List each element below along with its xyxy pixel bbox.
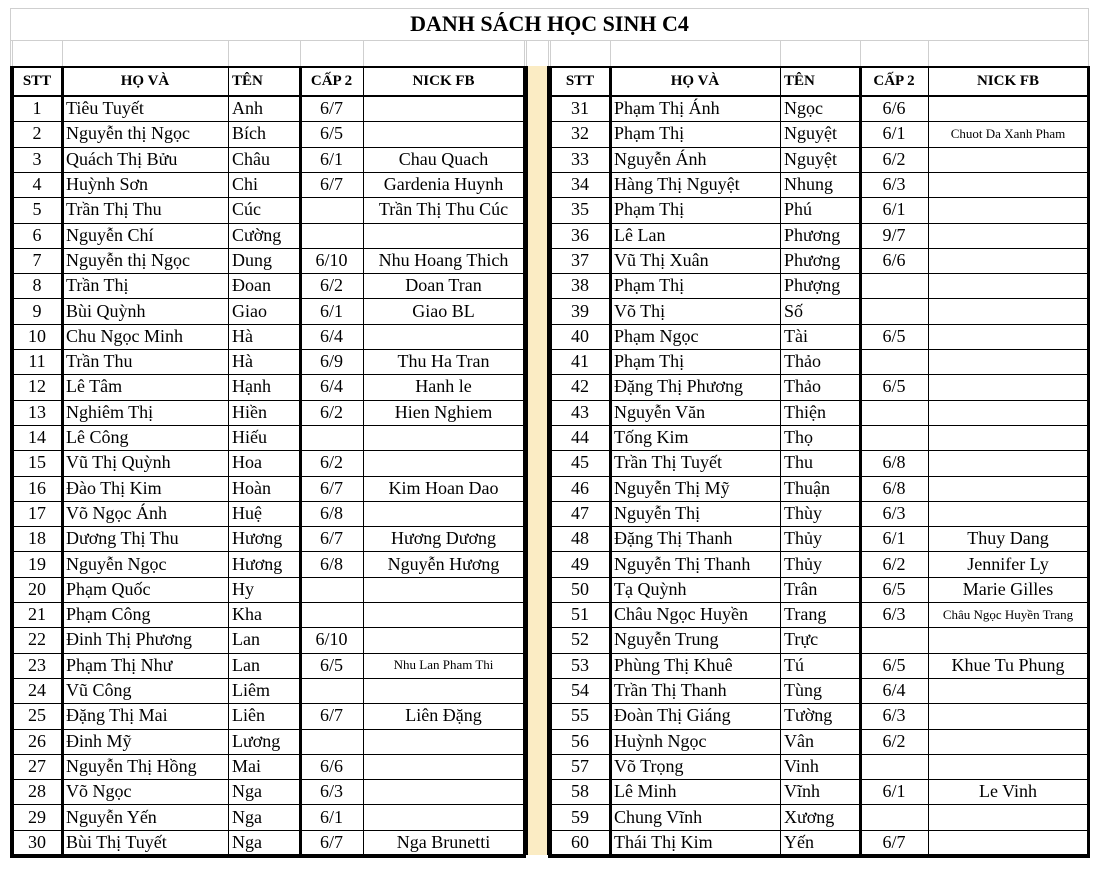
row-ten: Phú	[784, 199, 813, 220]
row-ho-va: Lê Minh	[614, 781, 677, 802]
row-ten: Trân	[784, 578, 818, 599]
row-ho-va: Võ Ngọc	[66, 781, 132, 802]
row-ten: Nguyệt	[784, 123, 837, 144]
row-stt: 26	[28, 730, 46, 751]
row-cap-2: 6/7	[319, 528, 343, 549]
separator-border	[525, 66, 528, 855]
row-ten: Châu	[232, 148, 270, 169]
row-nick-fb: Giao BL	[412, 300, 475, 321]
row-cap-2: 6/3	[882, 502, 906, 523]
row-ten: Xương	[784, 806, 835, 827]
row-stt: 31	[571, 98, 589, 119]
row-cap-2: 6/1	[319, 148, 343, 169]
row-ho-va: Đoàn Thị Giáng	[614, 705, 731, 726]
row-cap-2: 6/5	[882, 325, 906, 346]
row-ho-va: Đinh Mỹ	[66, 730, 132, 751]
row-nick-fb: Kim Hoan Dao	[388, 477, 499, 498]
row-nick-fb: Chuot Da Xanh Pham	[950, 125, 1066, 141]
row-ho-va: Nguyễn Ánh	[614, 148, 707, 169]
row-ho-va: Phạm Thị	[614, 351, 685, 372]
row-ho-va: Phạm Thị Như	[66, 654, 173, 675]
row-cap-2: 6/5	[882, 654, 906, 675]
row-stt: 1	[32, 98, 42, 119]
row-cap-2: 6/5	[319, 654, 343, 675]
row-ho-va: Nguyễn Chí	[66, 224, 154, 245]
row-ten: Bích	[232, 123, 266, 144]
row-ho-va: Võ Ngọc Ánh	[66, 502, 167, 523]
row-ten: Tú	[784, 654, 804, 675]
row-cap-2: 6/1	[882, 781, 906, 802]
row-stt: 34	[571, 174, 589, 195]
row-ten: Thảo	[784, 376, 821, 397]
row-cap-2: 6/2	[319, 275, 343, 296]
row-ho-va: Phạm Thị	[614, 199, 685, 220]
row-ho-va: Nguyễn Thị Mỹ	[614, 477, 730, 498]
row-stt: 23	[28, 654, 46, 675]
row-nick-fb: Thu Ha Tran	[397, 351, 490, 372]
row-stt: 5	[32, 199, 42, 220]
column-header: STT	[565, 72, 595, 89]
row-ho-va: Lê Công	[66, 427, 129, 448]
row-cap-2: 6/1	[882, 123, 906, 144]
row-stt: 37	[571, 249, 589, 270]
row-ten: Cường	[232, 224, 282, 245]
row-stt: 18	[28, 528, 46, 549]
row-cap-2: 6/2	[882, 148, 906, 169]
row-ho-va: Huỳnh Sơn	[66, 174, 149, 195]
row-ten: Nga	[232, 831, 262, 852]
row-ho-va: Phạm Công	[66, 604, 151, 625]
column-divider	[1087, 66, 1090, 855]
column-header: HỌ VÀ	[120, 72, 170, 89]
row-ten: Liên	[232, 705, 265, 726]
row-ho-va: Phạm Thị Ánh	[614, 98, 720, 119]
row-stt: 13	[28, 401, 46, 422]
row-ten: Lương	[232, 730, 281, 751]
row-stt: 55	[571, 705, 589, 726]
row-ho-va: Châu Ngọc Huyền	[614, 604, 748, 625]
row-ho-va: Quách Thị Bửu	[66, 148, 178, 169]
row-stt: 9	[32, 300, 42, 321]
row-stt: 29	[28, 806, 46, 827]
row-stt: 30	[28, 831, 46, 852]
row-stt: 12	[28, 376, 46, 397]
row-ho-va: Tống Kim	[614, 427, 689, 448]
row-cap-2: 6/7	[319, 705, 343, 726]
row-ten: Liêm	[232, 680, 270, 701]
row-nick-fb: Jennifer Ly	[967, 553, 1049, 574]
row-cap-2: 6/4	[319, 376, 343, 397]
gridline	[10, 8, 11, 66]
row-stt: 17	[28, 502, 46, 523]
row-ten: Thiện	[784, 401, 826, 422]
row-ten: Phương	[784, 249, 841, 270]
row-stt: 21	[28, 604, 46, 625]
row-ten: Thủy	[784, 528, 822, 549]
row-stt: 20	[28, 578, 46, 599]
row-ten: Số	[784, 300, 804, 321]
gridline	[363, 40, 364, 66]
row-ten: Anh	[232, 98, 263, 119]
row-cap-2: 6/4	[882, 680, 906, 701]
separator-border	[547, 66, 550, 855]
row-cap-2: 6/5	[319, 123, 343, 144]
row-ten: Thùy	[784, 502, 822, 523]
row-stt: 48	[571, 528, 589, 549]
row-ho-va: Phùng Thị Khuê	[614, 654, 733, 675]
row-ho-va: Lê Tâm	[66, 376, 123, 397]
row-ten: Vĩnh	[784, 781, 820, 802]
row-ho-va: Trần Thị Thu	[66, 199, 162, 220]
row-cap-2: 6/8	[882, 452, 906, 473]
row-ho-va: Nguyễn Thị Hồng	[66, 755, 197, 776]
row-stt: 11	[28, 351, 46, 372]
row-ho-va: Đặng Thị Phương	[614, 376, 743, 397]
row-cap-2: 6/1	[319, 806, 343, 827]
row-nick-fb: Doan Tran	[405, 275, 482, 296]
row-stt: 27	[28, 755, 46, 776]
row-ten: Nga	[232, 781, 262, 802]
row-stt: 45	[571, 452, 589, 473]
row-ho-va: Nguyễn Trung	[614, 629, 719, 650]
row-stt: 7	[32, 249, 42, 270]
row-nick-fb: Nhu Hoang Thich	[378, 249, 509, 270]
row-ho-va: Phạm Thị	[614, 275, 685, 296]
row-stt: 28	[28, 781, 46, 802]
row-cap-2: 6/2	[319, 452, 343, 473]
gridline	[780, 40, 781, 66]
row-cap-2: 6/1	[319, 300, 343, 321]
row-ho-va: Trần Thị	[66, 275, 129, 296]
row-ten: Mai	[232, 755, 261, 776]
row-ten: Hương	[232, 528, 283, 549]
row-ho-va: Nguyễn thị Ngọc	[66, 249, 190, 270]
row-stt: 33	[571, 148, 589, 169]
gridline	[550, 40, 551, 66]
row-ten: Hà	[232, 351, 253, 372]
row-ten: Trang	[784, 604, 827, 625]
row-stt: 35	[571, 199, 589, 220]
row-ten: Hương	[232, 553, 283, 574]
row-stt: 54	[571, 680, 589, 701]
row-cap-2: 6/3	[882, 705, 906, 726]
row-ten: Huệ	[232, 502, 262, 523]
row-stt: 47	[571, 502, 589, 523]
row-ten: Cúc	[232, 199, 261, 220]
row-cap-2: 6/7	[319, 98, 343, 119]
row-cap-2: 6/2	[882, 730, 906, 751]
row-ho-va: Vũ Thị Xuân	[614, 249, 709, 270]
row-stt: 3	[32, 148, 42, 169]
row-ten: Nhung	[784, 174, 833, 195]
row-stt: 2	[32, 123, 42, 144]
row-ten: Vân	[784, 730, 814, 751]
row-ho-va: Chu Ngọc Minh	[66, 325, 183, 346]
row-stt: 60	[571, 831, 589, 852]
row-ten: Hoàn	[232, 477, 271, 498]
gridline	[548, 40, 549, 66]
row-stt: 16	[28, 477, 46, 498]
row-stt: 44	[571, 427, 589, 448]
row-ho-va: Nguyễn Văn	[614, 401, 706, 422]
row-nick-fb: Le Vinh	[978, 781, 1038, 802]
row-stt: 10	[28, 325, 46, 346]
column-header: NICK FB	[976, 72, 1040, 89]
row-ten: Tùng	[784, 680, 822, 701]
row-ten: Hiền	[232, 401, 267, 422]
row-nick-fb: Hanh le	[415, 376, 472, 397]
row-stt: 58	[571, 781, 589, 802]
row-ho-va: Trần Thu	[66, 351, 133, 372]
row-stt: 51	[571, 604, 589, 625]
row-cap-2: 6/8	[882, 477, 906, 498]
row-cap-2: 6/7	[319, 174, 343, 195]
row-stt: 50	[571, 578, 589, 599]
row-ho-va: Nguyễn Thị	[614, 502, 701, 523]
row-ten: Đoan	[232, 275, 271, 296]
row-stt: 4	[32, 174, 42, 195]
row-ten: Trực	[784, 629, 819, 650]
row-stt: 14	[28, 427, 46, 448]
row-stt: 52	[571, 629, 589, 650]
row-ho-va: Nghiêm Thị	[66, 401, 154, 422]
row-cap-2: 6/5	[882, 578, 906, 599]
row-ten: Vinh	[784, 755, 819, 776]
row-ho-va: Võ Thị	[614, 300, 666, 321]
row-cap-2: 6/1	[882, 528, 906, 549]
gridline	[1088, 40, 1089, 66]
row-nick-fb: Khue Tu Phung	[951, 654, 1065, 675]
row-cap-2: 6/8	[319, 502, 343, 523]
separator-column	[526, 66, 548, 855]
column-header: NICK FB	[412, 72, 475, 89]
gridline	[228, 40, 229, 66]
row-stt: 46	[571, 477, 589, 498]
row-cap-2: 6/8	[319, 553, 343, 574]
row-ho-va: Chung Vĩnh	[614, 806, 703, 827]
row-ho-va: Nguyễn Ngọc	[66, 553, 167, 574]
gridline	[300, 40, 301, 66]
row-ten: Phương	[784, 224, 841, 245]
row-nick-fb: Marie Gilles	[962, 578, 1054, 599]
row-ten: Thuận	[784, 477, 830, 498]
gridline	[12, 40, 13, 66]
row-nick-fb: Nhu Lan Pham Thi	[393, 657, 494, 673]
row-cap-2: 6/2	[882, 553, 906, 574]
row-cap-2: 6/7	[882, 831, 906, 852]
row-ho-va: Dương Thị Thu	[66, 528, 179, 549]
row-cap-2: 6/3	[882, 604, 906, 625]
row-ho-va: Tạ Quỳnh	[614, 578, 687, 599]
row-ten: Thủy	[784, 553, 822, 574]
row-stt: 56	[571, 730, 589, 751]
row-ten: Nguyệt	[784, 148, 837, 169]
row-cap-2: 6/6	[319, 755, 343, 776]
row-stt: 40	[571, 325, 589, 346]
gridline	[10, 40, 1088, 41]
row-ho-va: Đặng Thị Mai	[66, 705, 168, 726]
row-nick-fb: Hương Dương	[390, 528, 497, 549]
row-ho-va: Tiêu Tuyết	[66, 98, 144, 119]
row-ho-va: Phạm Quốc	[66, 578, 151, 599]
row-stt: 32	[571, 123, 589, 144]
row-nick-fb: Thuy Dang	[967, 528, 1049, 549]
row-ten: Hạnh	[232, 376, 271, 397]
gridline	[62, 40, 63, 66]
row-ten: Thảo	[784, 351, 821, 372]
column-header: CẤP 2	[873, 72, 915, 89]
row-nick-fb: Trần Thị Thu Cúc	[378, 199, 509, 220]
row-ho-va: Võ Trọng	[614, 755, 684, 776]
column-header: CẤP 2	[310, 72, 353, 89]
column-header: TÊN	[784, 72, 815, 89]
row-cap-2: 6/7	[319, 477, 343, 498]
row-ten: Tài	[784, 325, 808, 346]
row-ho-va: Nguyễn thị Ngọc	[66, 123, 190, 144]
row-nick-fb: Nga Brunetti	[396, 831, 491, 852]
row-ho-va: Đinh Thị Phương	[66, 629, 192, 650]
row-ho-va: Trần Thị Tuyết	[614, 452, 723, 473]
row-ho-va: Huỳnh Ngọc	[614, 730, 707, 751]
row-stt: 6	[32, 224, 42, 245]
row-stt: 49	[571, 553, 589, 574]
row-cap-2: 6/4	[319, 325, 343, 346]
row-ten: Thọ	[784, 427, 813, 448]
column-header: STT	[22, 72, 52, 89]
row-ten: Thu	[784, 452, 813, 473]
row-nick-fb: Chau Quach	[398, 148, 489, 169]
row-ho-va: Phạm Ngọc	[614, 325, 699, 346]
row-stt: 19	[28, 553, 46, 574]
row-cap-2: 6/7	[319, 831, 343, 852]
row-cap-2: 6/10	[315, 629, 348, 650]
row-ho-va: Bùi Quỳnh	[66, 300, 146, 321]
row-nick-fb: Nguyễn Hương	[387, 553, 500, 574]
row-stt: 8	[32, 275, 42, 296]
row-nick-fb: Châu Ngọc Huyền Trang	[942, 606, 1074, 622]
row-ho-va: Nguyễn Yến	[66, 806, 157, 827]
table-border	[10, 66, 12, 858]
gridline	[526, 40, 527, 66]
row-ten: Nga	[232, 806, 262, 827]
row-stt: 53	[571, 654, 589, 675]
row-ten: Hy	[232, 578, 254, 599]
row-stt: 41	[571, 351, 589, 372]
row-ho-va: Hàng Thị Nguyệt	[614, 174, 740, 195]
row-ho-va: Bùi Thị Tuyết	[66, 831, 167, 852]
row-ten: Hoa	[232, 452, 262, 473]
row-ho-va: Lê Lan	[614, 224, 666, 245]
row-ten: Ngọc	[784, 98, 823, 119]
row-ho-va: Trần Thị Thanh	[614, 680, 727, 701]
row-nick-fb: Hien Nghiem	[394, 401, 493, 422]
row-nick-fb: Liên Đặng	[405, 705, 482, 726]
row-ho-va: Đặng Thị Thanh	[614, 528, 733, 549]
gridline	[10, 8, 1088, 9]
row-nick-fb: Gardenia Huynh	[383, 174, 504, 195]
row-ho-va: Nguyễn Thị Thanh	[614, 553, 751, 574]
row-cap-2: 6/6	[882, 98, 906, 119]
column-header: TÊN	[232, 72, 263, 89]
gridline	[610, 40, 611, 66]
row-ten: Tường	[784, 705, 833, 726]
row-ho-va: Vũ Công	[66, 680, 132, 701]
row-stt: 22	[28, 629, 46, 650]
row-stt: 39	[571, 300, 589, 321]
row-stt: 24	[28, 680, 46, 701]
row-cap-2: 6/10	[315, 249, 348, 270]
row-cap-2: 6/3	[882, 174, 906, 195]
row-ho-va: Thái Thị Kim	[614, 831, 713, 852]
row-cap-2: 9/7	[882, 224, 906, 245]
row-stt: 15	[28, 452, 46, 473]
row-ten: Dung	[232, 249, 272, 270]
row-ten: Hiếu	[232, 427, 267, 448]
row-cap-2: 6/5	[882, 376, 906, 397]
gridline	[928, 40, 929, 66]
row-stt: 59	[571, 806, 589, 827]
row-stt: 38	[571, 275, 589, 296]
row-ten: Giao	[232, 300, 267, 321]
row-stt: 43	[571, 401, 589, 422]
row-cap-2: 6/1	[882, 199, 906, 220]
row-cap-2: 6/2	[319, 401, 343, 422]
row-cap-2: 6/6	[882, 249, 906, 270]
row-ten: Hà	[232, 325, 253, 346]
row-ten: Yến	[784, 831, 814, 852]
row-stt: 42	[571, 376, 589, 397]
row-ho-va: Vũ Thị Quỳnh	[66, 452, 171, 473]
row-ten: Phượng	[784, 275, 841, 296]
row-ten: Lan	[232, 654, 260, 675]
row-cap-2: 6/9	[319, 351, 343, 372]
column-divider	[928, 66, 929, 855]
row-stt: 57	[571, 755, 589, 776]
row-ho-va: Đào Thị Kim	[66, 477, 162, 498]
row-cap-2: 6/3	[319, 781, 343, 802]
column-header: HỌ VÀ	[670, 72, 720, 89]
row-stt: 25	[28, 705, 46, 726]
row-ho-va: Phạm Thị	[614, 123, 685, 144]
gridline	[860, 40, 861, 66]
row-stt: 36	[571, 224, 589, 245]
row-ten: Kha	[232, 604, 262, 625]
row-ten: Chi	[232, 174, 259, 195]
gridline	[524, 40, 525, 66]
row-ten: Lan	[232, 629, 260, 650]
sheet-title: DANH SÁCH HỌC SINH C4	[410, 11, 689, 36]
